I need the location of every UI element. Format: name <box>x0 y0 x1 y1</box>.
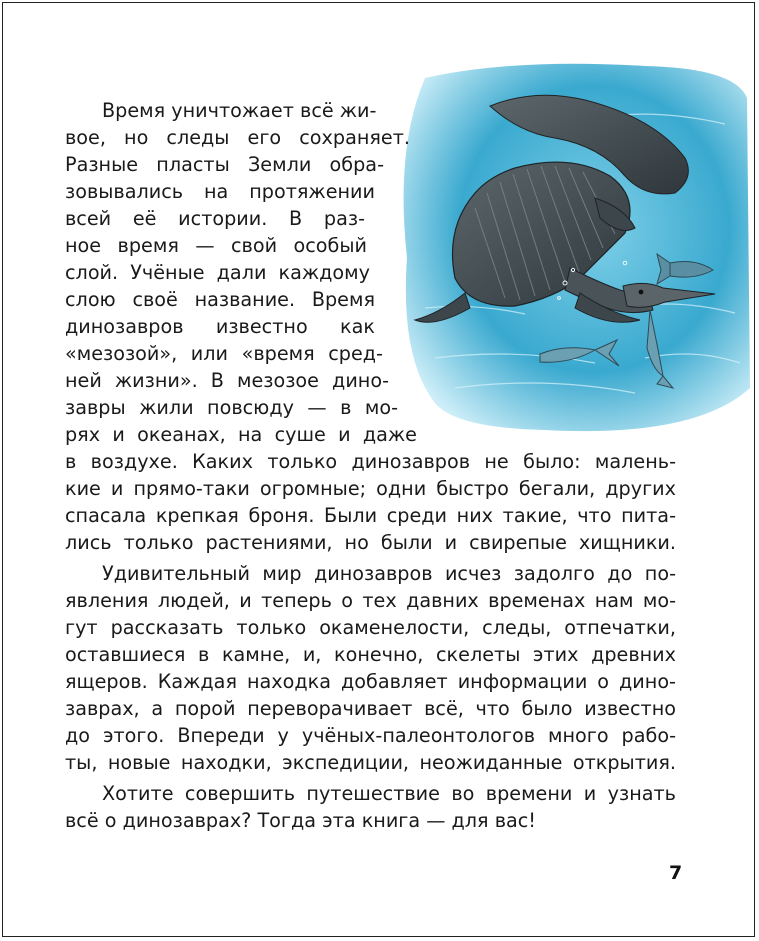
text-line: явления людей, и теперь о тех давних временах нам мо- <box>65 589 676 612</box>
text-line: зовывались на протяжении <box>65 180 375 203</box>
text-line: всей её истории. В раз- <box>65 207 365 230</box>
text-line: кие и прямо-таки огромные; одни быстро бегали, других <box>65 477 676 500</box>
text-line: рях и океанах, на суше и даже <box>65 423 417 446</box>
text-line: всё о динозаврах? Тогда эта книга — для вас! <box>65 809 537 832</box>
marine-reptile-illustration <box>395 58 750 440</box>
text-line: спасала крепкая броня. Были среди них такие, что пита- <box>65 504 676 527</box>
text-line: динозавров известно как <box>65 315 375 338</box>
text-line: Время уничтожает всё жи- <box>102 99 377 122</box>
text-line: «мезозой», или «время сред- <box>65 342 383 365</box>
text-line: Хотите совершить путешествие во времени и узнать <box>102 782 676 805</box>
text-line: ное время — свой особый <box>65 234 367 257</box>
text-line: до этого. Впереди у учёных-палеонтологов много рабо- <box>65 724 676 747</box>
text-line: Разные пласты Земли обра- <box>65 153 384 176</box>
text-line: оставшиеся в камне, и, конечно, скелеты этих древних <box>65 643 676 666</box>
text-line: Удивительный мир динозавров исчез задолго до по- <box>102 562 676 585</box>
text-line: ящеров. Каждая находка добавляет информации о дино- <box>65 670 676 693</box>
page-number: 7 <box>669 862 683 884</box>
text-line: слою своё название. Время <box>65 288 375 311</box>
text-line: вое, но следы его сохраняет. <box>65 126 410 149</box>
text-line: заврах, а порой переворачивает всё, что было известно <box>65 697 676 720</box>
text-line: ней жизни». В мезозое дино- <box>65 369 389 392</box>
text-line: гут рассказать только окаменелости, следы, отпечатки, <box>65 616 676 639</box>
text-line: в воздухе. Каких только динозавров не было: малень- <box>65 450 676 473</box>
text-line: слой. Учёные дали каждому <box>65 261 370 284</box>
text-line: завры жили повсюду — в мо- <box>65 396 398 419</box>
text-line: ты, новые находки, экспедиции, неожиданные открытия. <box>65 751 676 774</box>
text-line: лись только растениями, но были и свирепые хищники. <box>65 531 676 554</box>
